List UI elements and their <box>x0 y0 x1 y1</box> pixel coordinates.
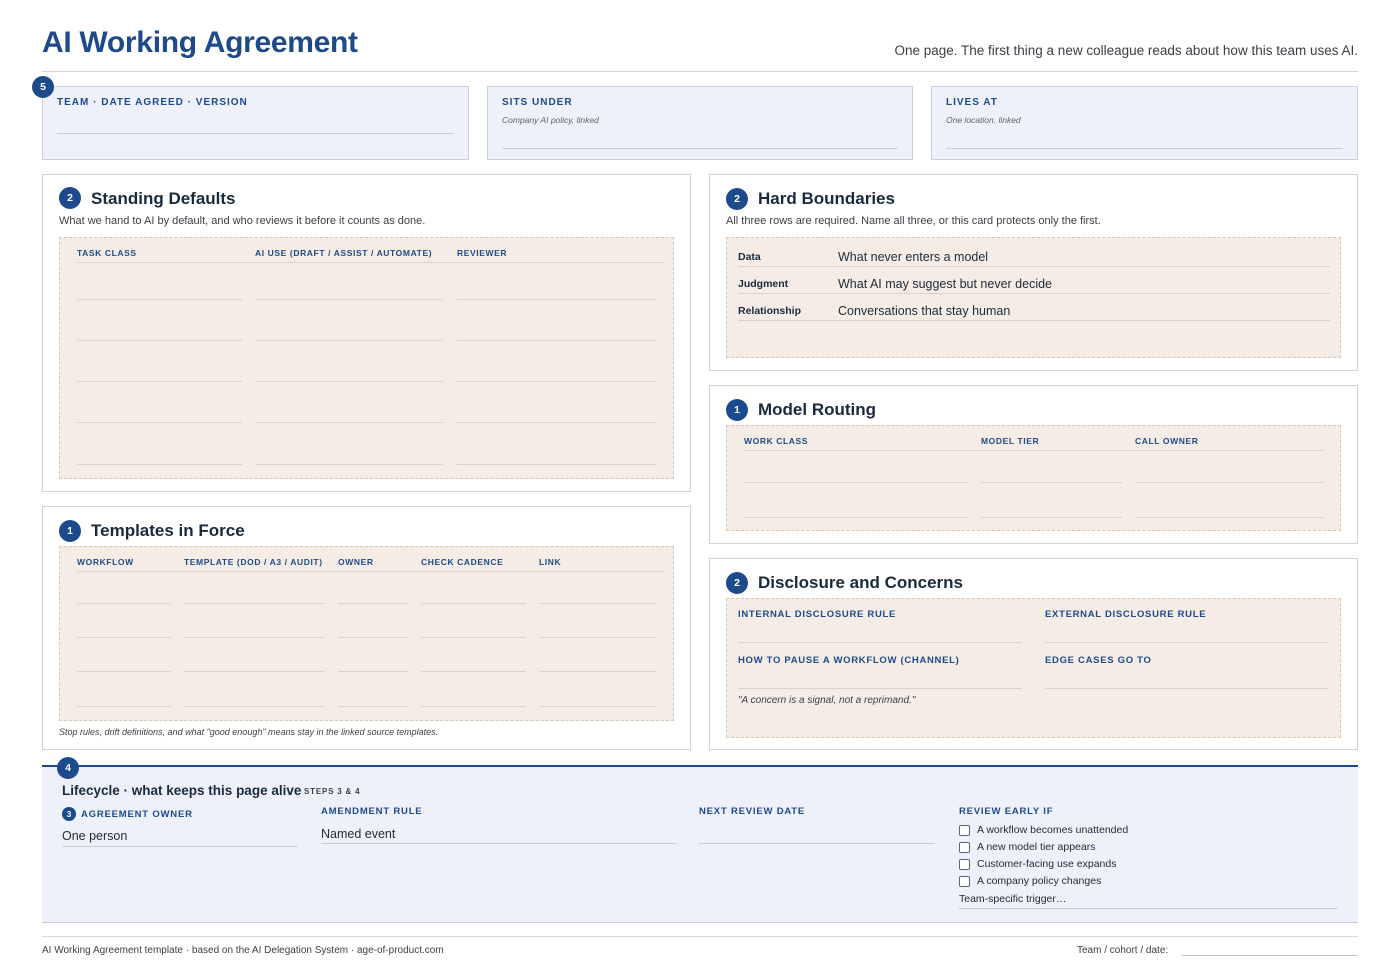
templates-card <box>42 506 691 750</box>
fill-in-cell[interactable] <box>744 517 969 518</box>
fill-in-cell[interactable] <box>255 422 443 423</box>
external-disclosure-field[interactable] <box>1045 642 1329 643</box>
lives-at-label: LIVES AT <box>946 97 998 108</box>
header-underline <box>77 262 664 263</box>
fill-in-cell[interactable] <box>184 671 325 672</box>
footer-team-field[interactable] <box>1182 955 1358 956</box>
fill-in-cell[interactable] <box>539 603 657 604</box>
fill-in-cell[interactable] <box>457 422 657 423</box>
agreement-owner-badge: 3 <box>62 807 76 821</box>
fill-in-cell[interactable] <box>338 706 408 707</box>
fill-in-cell[interactable] <box>1135 482 1324 483</box>
lifecycle-title: Lifecycle · what keeps this page alive <box>62 783 302 798</box>
fill-in-cell[interactable] <box>338 671 408 672</box>
amendment-rule-value[interactable]: Named event <box>321 827 396 841</box>
column-header-model-tier: MODEL TIER <box>981 436 1040 446</box>
fill-in-cell[interactable] <box>255 340 443 341</box>
trigger-label: Customer-facing use expands <box>977 858 1117 870</box>
sits-under-line[interactable] <box>502 148 898 149</box>
agreement-owner-value[interactable]: One person <box>62 829 128 843</box>
lives-at-line[interactable] <box>946 148 1343 149</box>
standing-defaults-table <box>59 237 674 479</box>
hard-boundaries-badge: 2 <box>726 188 748 210</box>
next-review-date-label: NEXT REVIEW DATE <box>699 806 806 817</box>
footer-credit: AI Working Agreement template · based on the AI Delegation System · age-of-product.com <box>42 945 444 956</box>
fill-in-cell[interactable] <box>77 637 171 638</box>
boundary-label-relationship: Relationship <box>738 305 802 317</box>
hard-boundaries-table <box>726 237 1341 358</box>
review-early-label: REVIEW EARLY IF <box>959 806 1054 817</box>
column-header-owner: OWNER <box>338 557 374 567</box>
standing-defaults-card <box>42 174 691 492</box>
fill-in-cell[interactable] <box>981 482 1122 483</box>
team-meta-label: TEAM · DATE AGREED · VERSION <box>57 97 248 108</box>
fill-in-cell[interactable] <box>421 637 526 638</box>
agreement-owner-label: AGREEMENT OWNER <box>81 809 193 820</box>
fill-in-cell[interactable] <box>77 671 171 672</box>
fill-in-cell[interactable] <box>184 637 325 638</box>
external-disclosure-label: EXTERNAL DISCLOSURE RULE <box>1045 609 1207 620</box>
hard-boundaries-card <box>709 174 1358 371</box>
fill-in-cell[interactable] <box>338 603 408 604</box>
column-header-template: TEMPLATE (DOD / A3 / AUDIT) <box>184 557 323 567</box>
fill-in-cell[interactable] <box>184 706 325 707</box>
lifecycle-steps-tag: STEPS 3 & 4 <box>304 787 361 796</box>
sits-under-box <box>487 86 913 160</box>
model-routing-title: Model Routing <box>758 400 877 419</box>
disclosure-badge: 2 <box>726 572 748 594</box>
templates-title: Templates in Force <box>91 521 245 540</box>
standing-defaults-description: What we hand to AI by default, and who reviews it before it counts as done. <box>59 215 426 227</box>
column-header-ai-use: AI USE (DRAFT / ASSIST / AUTOMATE) <box>255 248 433 258</box>
trigger-checkbox-unattended[interactable] <box>959 824 1128 836</box>
column-header-workflow: WORKFLOW <box>77 557 134 567</box>
fill-in-cell[interactable] <box>744 482 969 483</box>
amendment-rule-line <box>321 843 676 844</box>
fill-in-cell[interactable] <box>539 706 657 707</box>
fill-in-cell[interactable] <box>981 517 1122 518</box>
lives-at-box <box>931 86 1358 160</box>
header-divider <box>42 71 1358 72</box>
templates-table <box>59 546 674 721</box>
footer-team-label: Team / cohort / date: <box>1077 945 1169 956</box>
fill-in-cell[interactable] <box>77 706 171 707</box>
header-underline <box>77 571 664 572</box>
pause-workflow-field[interactable] <box>738 688 1022 689</box>
boundary-value-relationship: Conversations that stay human <box>838 304 1011 318</box>
edge-cases-field[interactable] <box>1045 688 1329 689</box>
model-routing-card <box>709 385 1358 544</box>
standing-defaults-badge: 2 <box>59 187 81 209</box>
checkbox-icon[interactable] <box>959 876 970 887</box>
concern-quote: "A concern is a signal, not a reprimand." <box>738 695 916 706</box>
fill-in-cell[interactable] <box>457 340 657 341</box>
trigger-label: A company policy changes <box>977 875 1102 887</box>
fill-in-cell[interactable] <box>184 603 325 604</box>
fill-in-cell[interactable] <box>421 603 526 604</box>
team-meta-line[interactable] <box>57 133 454 134</box>
trigger-checkbox-policy-change[interactable] <box>959 875 1101 887</box>
sits-under-hint: Company AI policy, linked <box>502 115 599 125</box>
next-review-date-field[interactable] <box>699 843 935 844</box>
disclosure-title: Disclosure and Concerns <box>758 573 964 592</box>
hard-boundaries-description: All three rows are required. Name all three, or this card protects only the first. <box>726 215 1101 227</box>
meta-step-badge: 5 <box>32 76 54 98</box>
fill-in-cell[interactable] <box>421 671 526 672</box>
boundary-label-judgment: Judgment <box>738 278 789 290</box>
custom-trigger-field[interactable]: Team-specific trigger… <box>959 893 1067 905</box>
model-routing-table <box>726 425 1341 531</box>
boundary-line <box>738 266 1330 267</box>
templates-footnote: Stop rules, drift definitions, and what "good enough" means stay in the linked source templates. <box>59 727 439 737</box>
column-header-work-class: WORK CLASS <box>744 436 809 446</box>
trigger-checkbox-model-tier[interactable] <box>959 841 1095 853</box>
checkbox-icon[interactable] <box>959 859 970 870</box>
pause-workflow-label: HOW TO PAUSE A WORKFLOW (CHANNEL) <box>738 655 960 666</box>
fill-in-cell[interactable] <box>255 464 443 465</box>
disclosure-card <box>709 558 1358 750</box>
trigger-label: A workflow becomes unattended <box>977 824 1129 836</box>
header-underline <box>744 450 1324 451</box>
fill-in-cell[interactable] <box>457 464 657 465</box>
column-header-reviewer: REVIEWER <box>457 248 508 258</box>
team-meta-box <box>42 86 469 160</box>
agreement-owner-line <box>62 846 298 847</box>
fill-in-cell[interactable] <box>77 299 242 300</box>
column-header-check-cadence: CHECK CADENCE <box>421 557 504 567</box>
templates-badge: 1 <box>59 520 81 542</box>
boundary-line <box>738 293 1330 294</box>
checkbox-icon[interactable] <box>959 825 970 836</box>
boundary-label-data: Data <box>738 251 761 263</box>
lives-at-hint: One location, linked <box>946 115 1021 125</box>
sits-under-label: SITS UNDER <box>502 97 573 108</box>
footer-divider <box>42 936 1358 937</box>
amendment-rule-label: AMENDMENT RULE <box>321 806 423 817</box>
column-header-link: LINK <box>539 557 562 567</box>
hard-boundaries-title: Hard Boundaries <box>758 189 895 208</box>
trigger-checkbox-customer-facing[interactable] <box>959 858 1117 870</box>
internal-disclosure-field[interactable] <box>738 642 1022 643</box>
trigger-label: A new model tier appears <box>977 841 1096 853</box>
checkbox-icon[interactable] <box>959 842 970 853</box>
fill-in-cell[interactable] <box>77 381 242 382</box>
fill-in-cell[interactable] <box>77 422 242 423</box>
standing-defaults-title: Standing Defaults <box>91 189 236 208</box>
fill-in-cell[interactable] <box>77 340 242 341</box>
internal-disclosure-label: INTERNAL DISCLOSURE RULE <box>738 609 897 620</box>
edge-cases-label: EDGE CASES GO TO <box>1045 655 1152 666</box>
page-title: AI Working Agreement <box>42 26 358 59</box>
lifecycle-step-badge: 4 <box>57 757 79 779</box>
fill-in-cell[interactable] <box>539 671 657 672</box>
boundary-value-judgment: What AI may suggest but never decide <box>838 277 1053 291</box>
fill-in-cell[interactable] <box>77 464 242 465</box>
fill-in-cell[interactable] <box>77 603 171 604</box>
fill-in-cell[interactable] <box>539 637 657 638</box>
custom-trigger-line <box>959 908 1338 909</box>
fill-in-cell[interactable] <box>255 381 443 382</box>
fill-in-cell[interactable] <box>421 706 526 707</box>
boundary-line <box>738 320 1330 321</box>
model-routing-badge: 1 <box>726 399 748 421</box>
column-header-task-class: TASK CLASS <box>77 248 137 258</box>
fill-in-cell[interactable] <box>1135 517 1324 518</box>
fill-in-cell[interactable] <box>457 381 657 382</box>
fill-in-cell[interactable] <box>255 299 443 300</box>
fill-in-cell[interactable] <box>338 637 408 638</box>
page-tagline: One page. The first thing a new colleague reads about how this team uses AI. <box>894 43 1358 58</box>
fill-in-cell[interactable] <box>457 299 657 300</box>
disclosure-panel <box>726 598 1341 738</box>
column-header-call-owner: CALL OWNER <box>1135 436 1199 446</box>
boundary-value-data: What never enters a model <box>838 250 989 264</box>
lifecycle-section <box>42 765 1358 923</box>
